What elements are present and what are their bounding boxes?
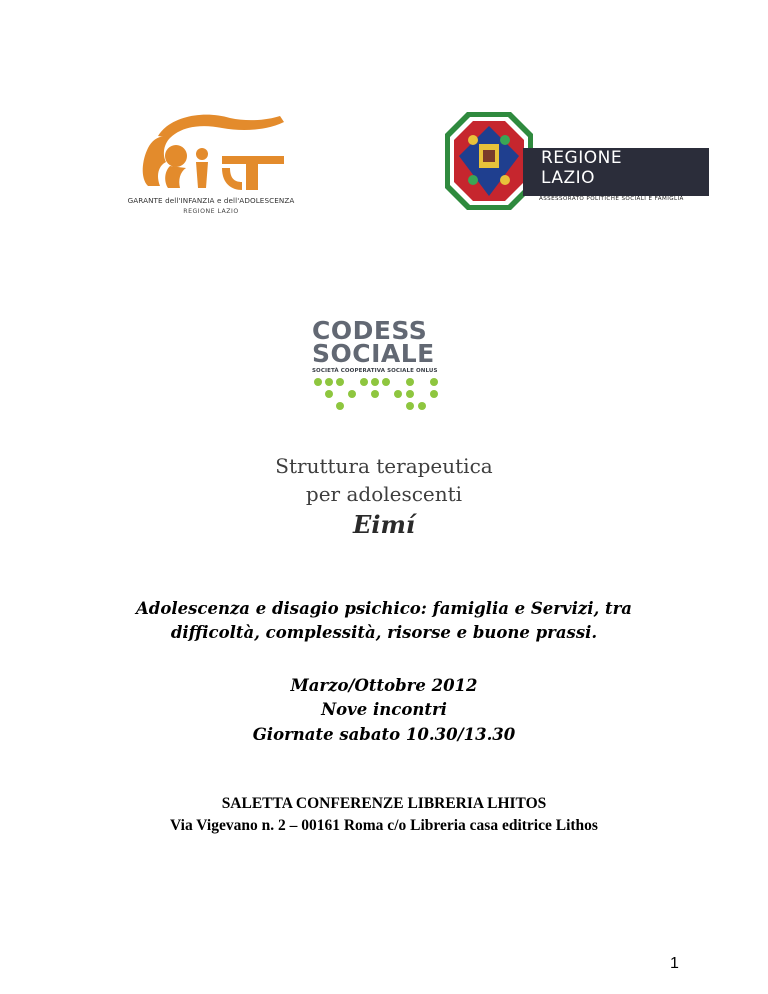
garante-emblem-icon <box>118 108 304 198</box>
event-title-line2: difficoltà, complessità, risorse e buone prassi. <box>170 623 598 642</box>
garante-logo <box>118 108 304 228</box>
braille-dots-icon <box>312 375 454 413</box>
garante-title: GARANTE dell'INFANZIA e dell'ADOLESCENZA <box>127 196 295 205</box>
regione-crest-icon <box>443 110 535 212</box>
event-meetings: Nove incontri <box>321 700 447 719</box>
event-schedule: Giornate sabato 10.30/13.30 <box>252 725 516 744</box>
venue-name: SALETTA CONFERENZE LIBRERIA LHITOS <box>221 795 547 812</box>
structure-name: Eimí <box>353 510 415 539</box>
venue-address: Via Vigevano n. 2 – 00161 Roma c/o Libreria casa editrice Lithos <box>170 817 598 834</box>
garante-region: REGIONE LAZIO <box>183 208 239 215</box>
codess-logo <box>312 318 454 413</box>
structure-line2: per adolescenti <box>305 482 463 506</box>
event-period: Marzo/Ottobre 2012 <box>290 676 478 695</box>
codess-subtitle: SOCIETÀ COOPERATIVA SOCIALE ONLUS <box>312 368 438 374</box>
sociale-word: SOCIALE <box>312 339 435 368</box>
codess-word: CODESS <box>312 316 428 345</box>
structure-line1: Struttura terapeutica <box>275 454 493 478</box>
regione-lazio-logo <box>443 110 709 212</box>
page-number: 1 <box>670 955 679 972</box>
regione-name-line2: LAZIO <box>541 168 596 188</box>
event-title-line1: Adolescenza e disagio psichico: famiglia e Servizi, tra <box>136 599 632 618</box>
regione-name-line1: REGIONE <box>541 148 623 168</box>
regione-subtitle: ASSESSORATO POLITICHE SOCIALI E FAMIGLIA <box>539 196 684 202</box>
